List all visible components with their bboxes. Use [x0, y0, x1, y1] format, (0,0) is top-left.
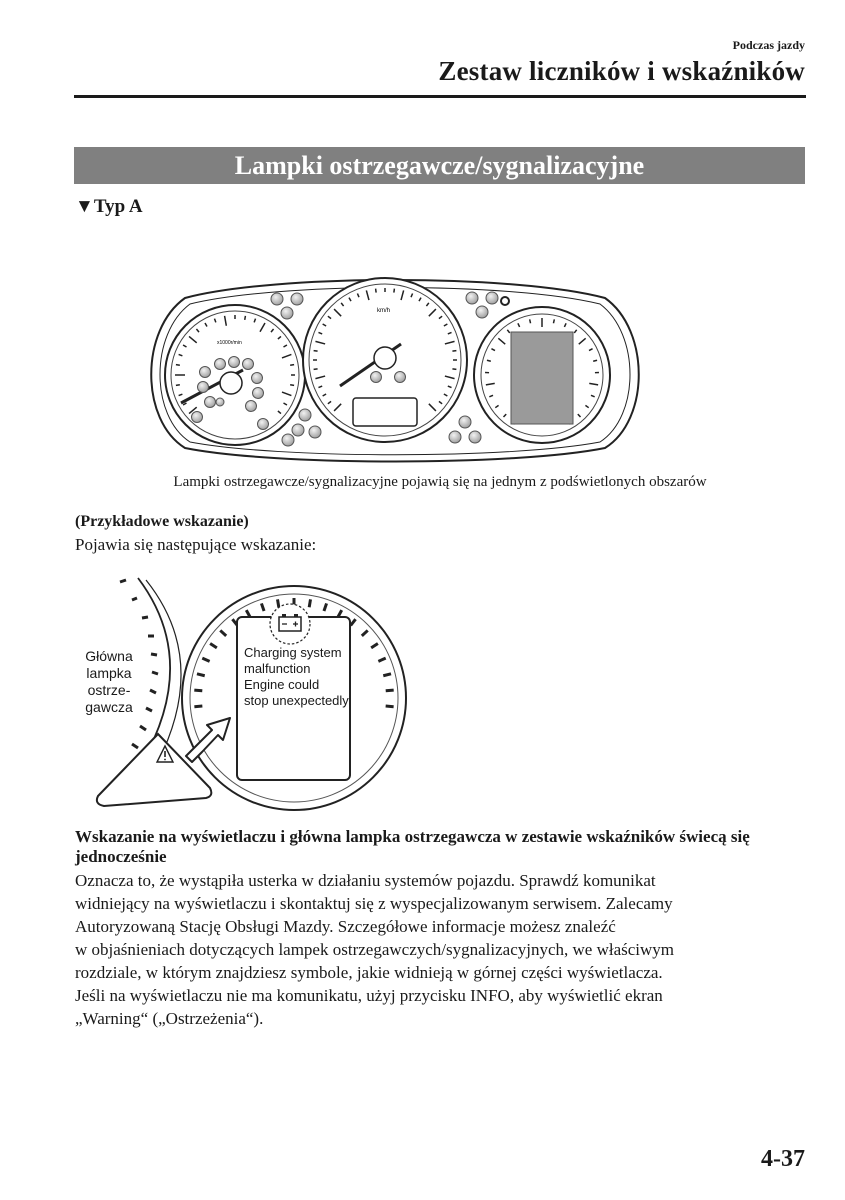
- gauge-tick: [140, 726, 146, 730]
- speedometer: [303, 278, 467, 442]
- message-line: Charging system: [244, 645, 342, 660]
- label-line: ostrze-: [87, 682, 131, 698]
- instrument-cluster-illustration: [145, 270, 645, 465]
- message-line: Engine could: [244, 677, 320, 692]
- chapter-title: Zestaw liczników i wskaźników: [438, 56, 805, 86]
- battery-icon: [270, 604, 310, 644]
- gauge-tick: [593, 360, 597, 361]
- lower-right-lamps: [449, 416, 481, 443]
- main-warning-lamp-label: [76, 648, 142, 716]
- gauge-tick: [176, 385, 180, 386]
- gauge-tick: [309, 599, 310, 607]
- gauge-tick: [452, 369, 456, 370]
- subhead-text: Typ A: [93, 196, 143, 217]
- gauge-tick: [386, 690, 394, 691]
- fuel-temp-gauge: [474, 307, 610, 443]
- gauge-tick: [152, 672, 158, 674]
- gauge-tick: [487, 360, 491, 361]
- section-banner: Lampki ostrzegawcze/sygnalizacyjne: [74, 147, 805, 184]
- gauge-tick: [314, 369, 318, 370]
- header-rule: [74, 95, 806, 98]
- upper-left-lamps: [271, 293, 303, 319]
- gauge-tick: [452, 351, 456, 352]
- gauge-tick: [290, 385, 294, 386]
- gauge-tick: [394, 289, 395, 293]
- gauge-tick: [146, 708, 152, 711]
- gauge-tick: [383, 674, 391, 676]
- gauge-tick: [151, 654, 157, 655]
- gauge-tick: [245, 316, 246, 320]
- triangle-marker-icon: ▼: [75, 196, 94, 217]
- tachometer: [165, 305, 305, 445]
- subhead: [75, 196, 143, 218]
- gauge-tick: [530, 319, 531, 323]
- upper-right-lamps: [466, 292, 509, 318]
- example-title: (Przykładowe wskazanie): [75, 513, 249, 530]
- label-line: gawcza: [85, 699, 133, 715]
- multi-info-display: [511, 332, 573, 424]
- message-line: stop unexpectedly: [244, 693, 349, 708]
- body-paragraph: Oznacza to, że wystąpiła usterka w działaniu systemów pojazdu. Sprawdź komunikat widniejący na wyświetlaczu i skontaktuj się z wyspecjalizowanym serwisem. Zalecamy Autoryzowaną Stację Obsługi Mazdy. Szczegółowe informacje możesz znaleźć w objaśnieniach dotyczących lampek ostrzegawczych/sygnalizacyjnych, we właściwym rozdziale, w którym znajdziesz symbole, jakie widnieją w górnej części wyświetlacza. Jeśli na wyświetlaczu nie ma komunikatu, użyj przycisku INFO, aby wyświetlić ekran „Warning“ („Ostrzeżenia“).: [75, 871, 675, 1028]
- example-text: Pojawia się następujące wskazanie:: [75, 535, 317, 554]
- gauge-tick: [314, 351, 318, 352]
- tach-unit: x1000r/min: [217, 340, 242, 346]
- gauge-tick: [376, 289, 377, 293]
- gauge-tick: [132, 744, 138, 748]
- figure-caption: Lampki ostrzegawcze/sygnalizacyjne pojawią się na jednym z podświetlonych obszarów: [173, 474, 707, 490]
- speed-unit: km/h: [377, 308, 391, 314]
- label-line: lampka: [86, 665, 132, 681]
- gauge-tick: [553, 319, 554, 323]
- display-message: [244, 645, 369, 709]
- gauge-tick: [150, 690, 156, 693]
- label-line: Główna: [85, 648, 133, 664]
- page-number: 4-37: [761, 1146, 805, 1172]
- message-line: malfunction: [244, 661, 311, 676]
- gauge-tick: [176, 365, 180, 366]
- gauge-tick: [142, 617, 148, 618]
- gauge-tick: [197, 674, 205, 676]
- gauge-tick: [290, 365, 294, 366]
- gauge-tick: [194, 690, 202, 691]
- gauge-tick: [120, 580, 126, 582]
- gauge-tick: [132, 598, 137, 600]
- gauge-tick: [194, 706, 202, 707]
- gauge-tick: [386, 706, 394, 707]
- body-heading: Wskazanie na wyświetlaczu i główna lampka ostrzegawcza w zestawie wskaźników świecą się jednocześnie: [75, 827, 750, 866]
- section-label: Podczas jazdy: [732, 38, 805, 52]
- odometer-display: [353, 398, 417, 426]
- gauge-tick: [277, 599, 278, 607]
